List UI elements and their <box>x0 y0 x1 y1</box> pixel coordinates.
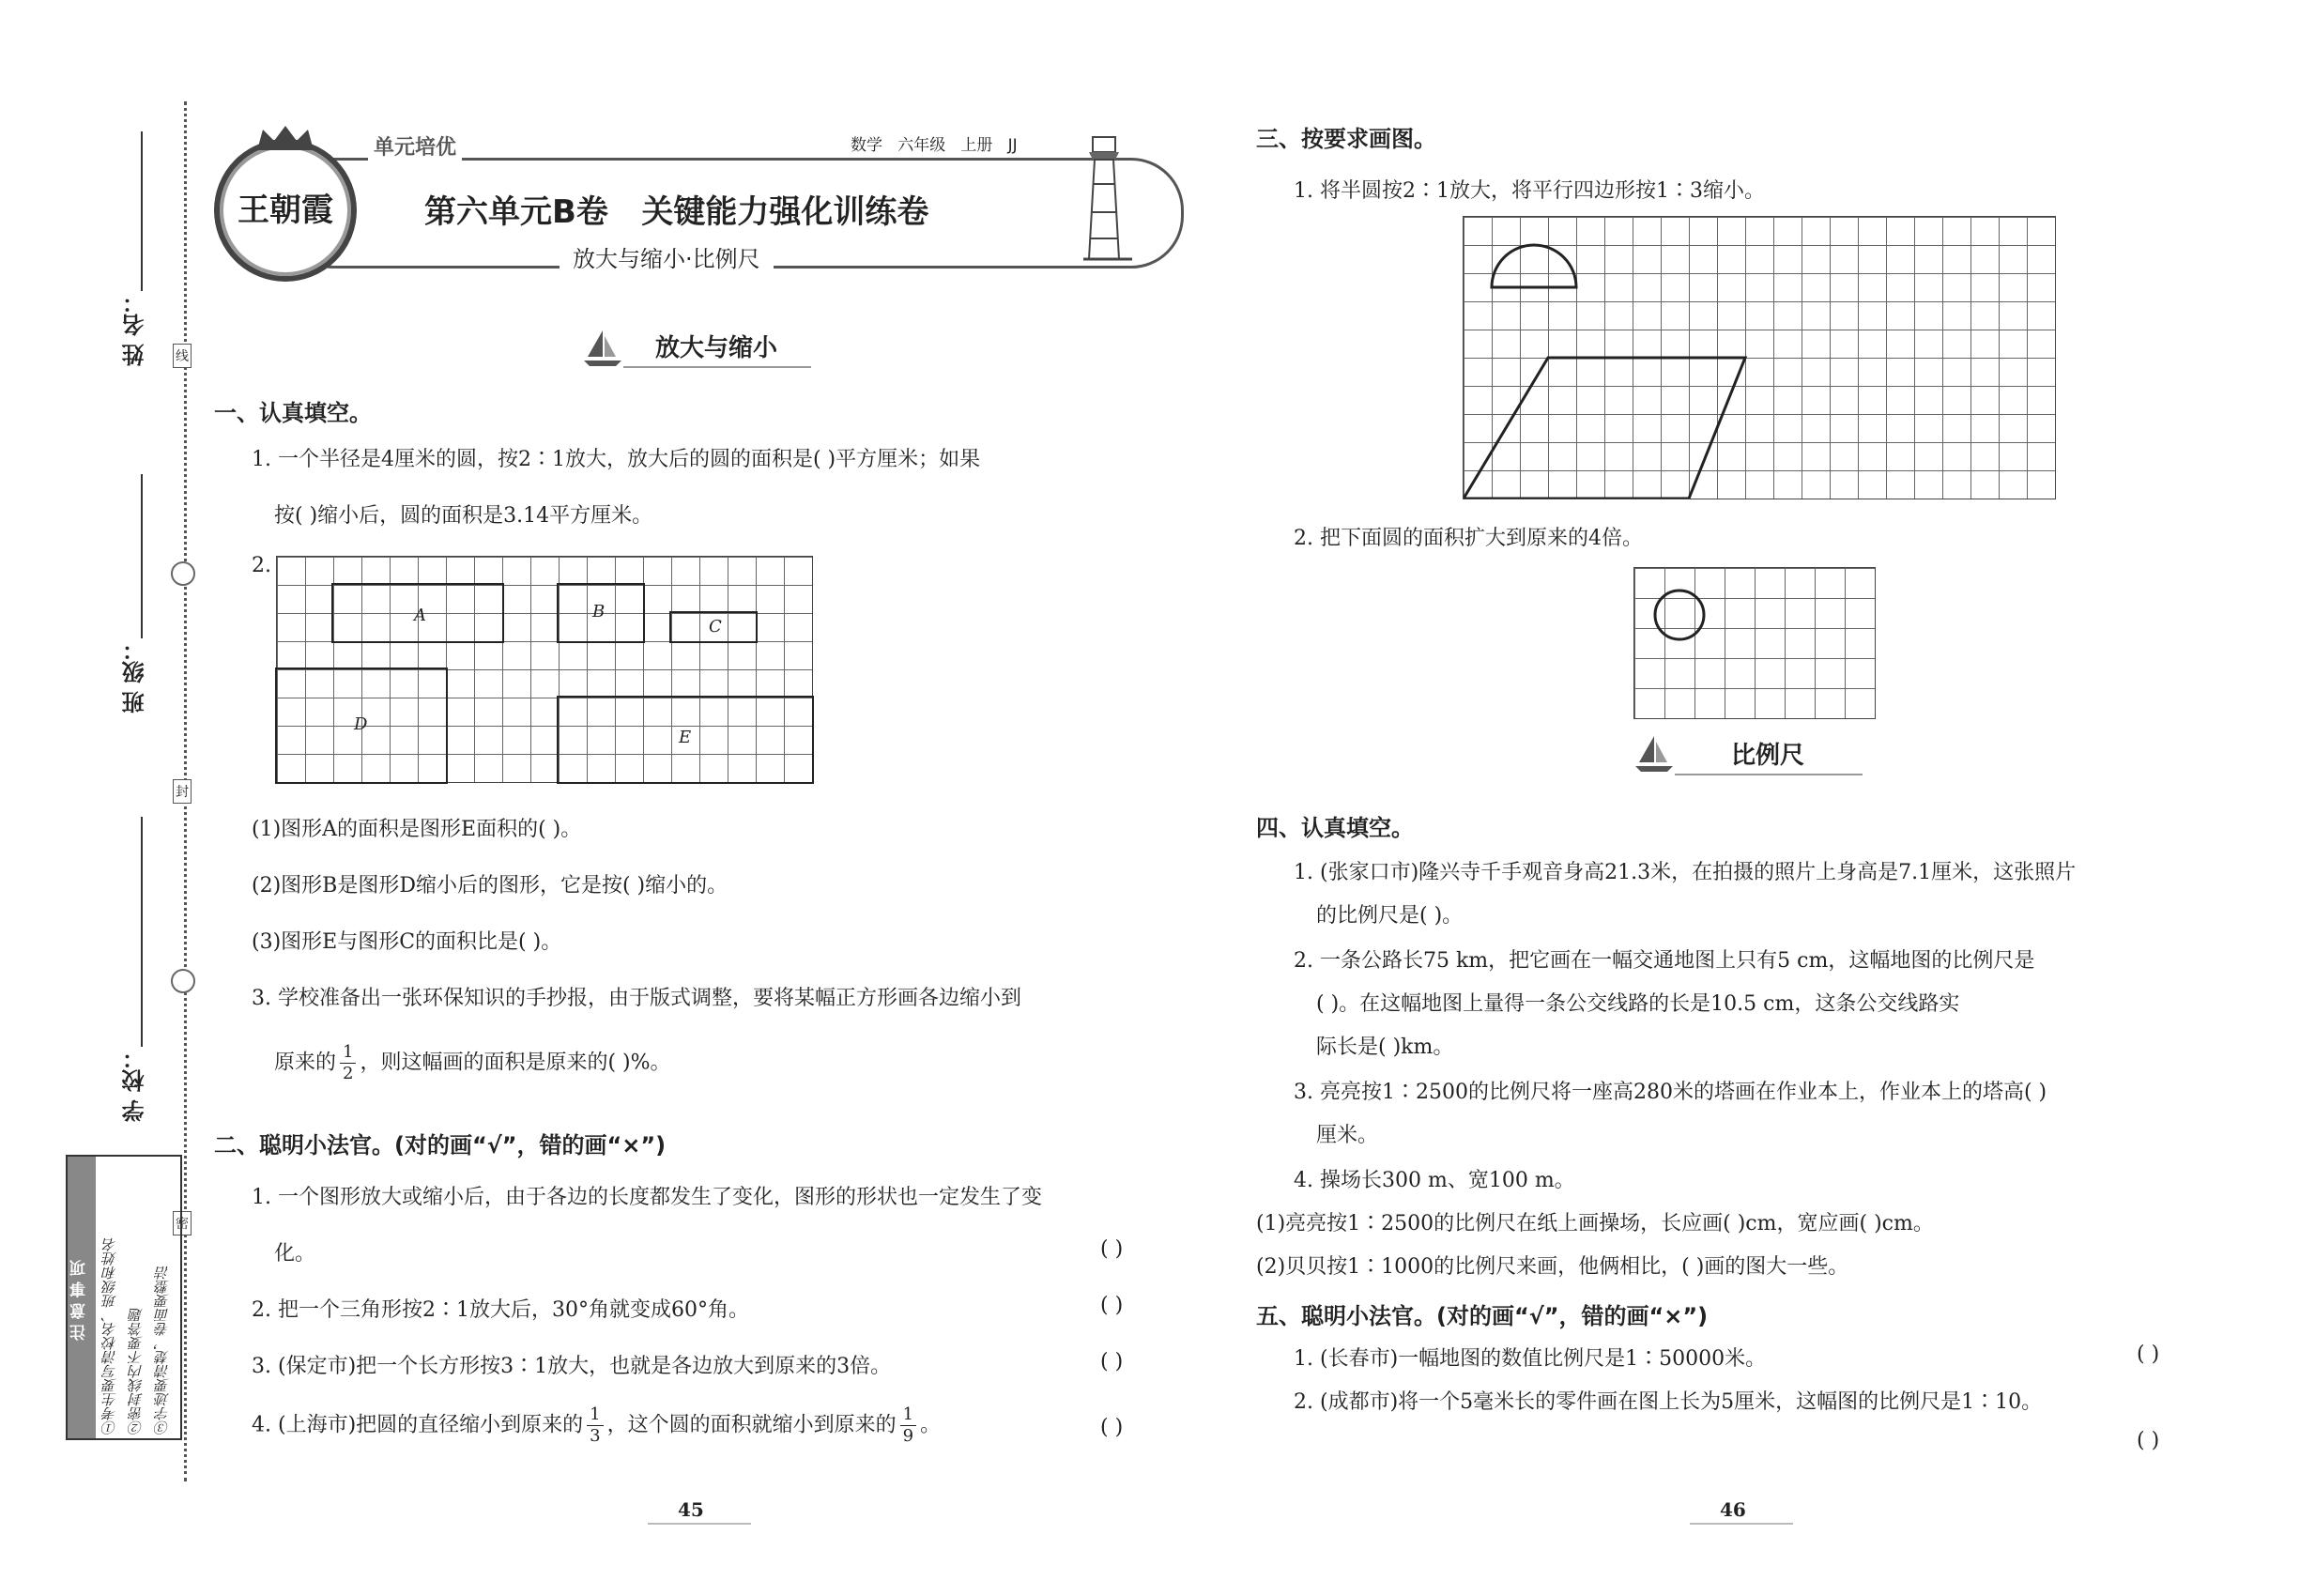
class-field[interactable] <box>141 474 143 638</box>
shape-b <box>557 583 645 643</box>
fraction-one-ninth <box>900 1404 916 1447</box>
question-2-grid <box>276 556 813 783</box>
draw-1-figures <box>1464 217 2055 499</box>
judge-3: 3. (保定市)把一个长方形按3∶1放大，也就是各边放大到原来的3倍。 <box>252 1355 892 1378</box>
draw-2-grid <box>1633 567 1876 719</box>
question-2-sub-3: (3)图形E与图形C的面积比是( )。 <box>252 930 562 954</box>
sailboat-icon <box>1633 732 1675 777</box>
judge-1-answer[interactable]: ( ) <box>1100 1237 1124 1261</box>
fill-2-line-3: 际长是( )km。 <box>1316 1036 1454 1059</box>
section-3-title: 三、按要求画图。 <box>1256 126 1436 152</box>
j4-text-c: 。 <box>920 1413 942 1437</box>
fraction-numerator: 1 <box>340 1042 356 1064</box>
subject-info: 数学 六年级 上册 JJ <box>845 131 1023 155</box>
page-title: 第六单元B卷 关键能力强化训练卷 <box>424 193 929 231</box>
draw-1-grid <box>1463 216 2056 499</box>
fraction-numerator: 1 <box>587 1404 603 1426</box>
judge-2: 2. 把一个三角形按2∶1放大后，30°角就变成60°角。 <box>252 1298 749 1322</box>
circle-shape <box>1655 591 1704 639</box>
draw-2: 2. 把下面圆的面积扩大到原来的4倍。 <box>1294 527 1643 550</box>
notice-item-3: ③字迹要清楚，卷面要整洁 <box>154 1266 171 1435</box>
q3-text-b: ，则这幅画的面积是原来的( )%。 <box>360 1051 671 1075</box>
section-2-title: 二、聪明小法官。(对的画“√”，错的画“×”) <box>214 1132 667 1159</box>
page-subtitle: 放大与缩小·比例尺 <box>560 240 774 273</box>
judge-2-answer[interactable]: ( ) <box>1100 1294 1124 1317</box>
banner-title: 放大与缩小 <box>655 334 778 362</box>
j4-text-b: ，这个圆的面积就缩小到原来的 <box>606 1413 897 1437</box>
page-number-right: 46 <box>1720 1498 1746 1521</box>
logo-badge <box>214 139 357 282</box>
fill-1-line-2: 的比例尺是( )。 <box>1316 904 1464 928</box>
banner-underline <box>623 366 811 368</box>
seal-circle-icon <box>171 969 195 993</box>
judge-1-line-2: 化。 <box>274 1242 316 1266</box>
shape-b-label: B <box>592 602 606 622</box>
notice-box <box>66 1155 182 1440</box>
seal-char-mi: 密 <box>173 1211 192 1235</box>
question-1-line-2: 按( )缩小后，圆的面积是3.14平方厘米。 <box>274 504 653 528</box>
seal-char-xian: 线 <box>173 344 192 368</box>
judge-1-line-1: 1. 一个图形放大或缩小后，由于各边的长度都发生了变化，图形的形状也一定发生了变 <box>252 1186 1042 1209</box>
page-number-left: 45 <box>678 1498 704 1521</box>
judge-5-1-answer[interactable]: ( ) <box>2137 1343 2160 1366</box>
shape-e <box>557 696 814 784</box>
notice-item-1: ①考生要写清校名、班级和姓名 <box>101 1237 118 1435</box>
class-label: 班 级： <box>122 638 148 714</box>
fill-4-sub-1: (1)亮亮按1∶2500的比例尺在纸上画操场，长应画( )cm，宽应画( )cm。 <box>1256 1212 1934 1235</box>
lighthouse-icon <box>1080 128 1136 269</box>
shape-c-label: C <box>709 617 722 637</box>
section-5-title: 五、聪明小法官。(对的画“√”，错的画“×”) <box>1256 1303 1709 1329</box>
section-4-title: 四、认真填空。 <box>1256 815 1414 841</box>
shape-d <box>275 668 448 784</box>
school-field[interactable] <box>141 817 143 1047</box>
shape-a <box>331 583 504 643</box>
series-label: 单元培优 <box>368 131 462 161</box>
page-number-ornament <box>648 1523 751 1525</box>
banner-scale-shapes <box>582 327 845 368</box>
judge-3-answer[interactable]: ( ) <box>1100 1350 1124 1373</box>
sailboat-icon <box>582 327 623 372</box>
fraction-denominator: 2 <box>343 1064 354 1083</box>
name-label: 姓 名： <box>122 291 148 367</box>
question-2-sub-1: (1)图形A的面积是图形E面积的( )。 <box>252 818 582 841</box>
j4-text-a: 4. (上海市)把圆的直径缩小到原来的 <box>252 1413 584 1437</box>
seal-char-feng: 封 <box>173 779 192 804</box>
fraction-numerator: 1 <box>900 1404 916 1426</box>
notice-title: 注意事项 <box>68 1157 96 1438</box>
crown-icon <box>253 124 317 152</box>
semicircle-shape <box>1492 245 1576 287</box>
section-1-title: 一、认真填空。 <box>214 400 372 426</box>
q3-text-a: 原来的 <box>274 1051 337 1075</box>
shape-c <box>669 611 758 643</box>
fill-4: 4. 操场长300 m、宽100 m。 <box>1294 1169 1575 1192</box>
banner-underline <box>1675 774 1863 775</box>
shape-e-label: E <box>679 728 692 747</box>
question-1-line-1: 1. 一个半径是4厘米的圆，按2∶1放大，放大后的圆的面积是( )平方厘米；如果 <box>252 448 981 471</box>
banner-title: 比例尺 <box>1731 742 1805 770</box>
judge-4 <box>252 1404 941 1447</box>
fraction-one-third <box>587 1404 603 1447</box>
judge-5-2-answer[interactable]: ( ) <box>2137 1429 2160 1452</box>
name-field[interactable] <box>141 131 143 291</box>
logo-text: 王朝霞 <box>238 192 333 229</box>
fraction-denominator: 3 <box>590 1426 601 1446</box>
judge-4-answer[interactable]: ( ) <box>1100 1416 1124 1439</box>
fraction-one-half <box>340 1042 356 1084</box>
judge-5-1: 1. (长春市)一幅地图的数值比例尺是1∶50000米。 <box>1294 1347 1767 1371</box>
question-2-number: 2. <box>252 554 271 577</box>
judge-5-2: 2. (成都市)将一个5毫米长的零件画在图上长为5厘米，这幅图的比例尺是1∶10。 <box>1294 1390 2043 1414</box>
fill-1-line-1: 1. (张家口市)隆兴寺千手观音身高21.3米，在拍摄的照片上身高是7.1厘米，这张照片 <box>1294 861 2077 884</box>
fill-4-sub-2: (2)贝贝按1∶1000的比例尺来画，他俩相比，( )画的图大一些。 <box>1256 1255 1849 1279</box>
draw-1: 1. 将半圆按2∶1放大，将平行四边形按1∶3缩小。 <box>1294 179 1765 203</box>
seal-circle-icon <box>171 561 195 586</box>
fraction-denominator: 9 <box>902 1426 914 1446</box>
page-number-ornament <box>1690 1523 1793 1525</box>
draw-2-figures <box>1634 568 1875 718</box>
fill-3-line-2: 厘米。 <box>1316 1124 1379 1147</box>
fill-3-line-1: 3. 亮亮按1∶2500的比例尺将一座高280米的塔画在作业本上，作业本上的塔高( ) <box>1294 1081 2047 1104</box>
fill-2-line-1: 2. 一条公路长75 km，把它画在一幅交通地图上只有5 cm，这幅地图的比例尺是 <box>1294 949 2035 973</box>
parallelogram-shape <box>1464 358 1745 499</box>
question-3-line-2 <box>274 1042 671 1084</box>
shape-a-label: A <box>414 606 426 625</box>
banner-scale <box>1633 732 1896 775</box>
shape-d-label: D <box>354 714 368 734</box>
fill-2-line-2: ( )。在这幅地图上量得一条公交线路的长是10.5 cm，这条公交线路实 <box>1316 992 1960 1016</box>
notice-item-2: ②密封线内不要答题 <box>128 1308 145 1435</box>
school-label: 学 校： <box>122 1047 148 1123</box>
question-3-line-1: 3. 学校准备出一张环保知识的手抄报，由于版式调整，要将某幅正方形画各边缩小到 <box>252 987 1021 1010</box>
question-2-sub-2: (2)图形B是图形D缩小后的图形，它是按( )缩小的。 <box>252 874 728 898</box>
